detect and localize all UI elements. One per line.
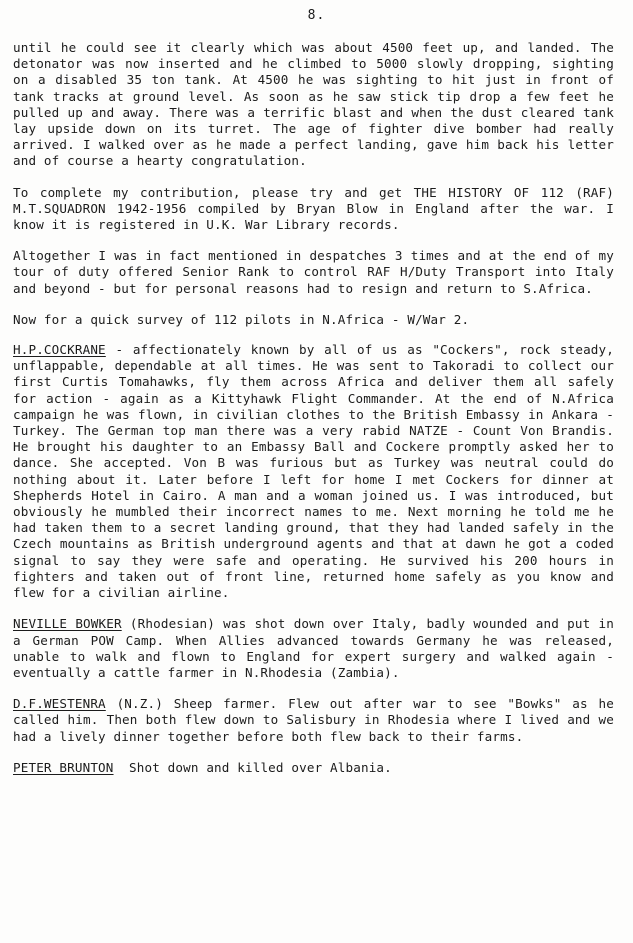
document-body — [13, 40, 614, 791]
paragraph-westenra — [13, 696, 614, 745]
pilot-text-bowker: (Rhodesian) was shot down over Italy, badly wounded and put in a German POW Camp. When Allies advanced towards Germany he was released, unable to walk and flown to England for expert surgery and walked again - eventually a cattle farmer in N.Rhodesia (Zambia). — [13, 616, 614, 680]
paragraph-pilot-survey-intro: Now for a quick survey of 112 pilots in N.Africa - W/War 2. — [13, 311, 470, 327]
page-number: 8. — [307, 8, 326, 23]
pilot-text-westenra: (N.Z.) Sheep farmer. Flew out after war to see "Bowks" as he called him. Then both flew down to Salisbury in Rhodesia where I lived and we had a lively dinner together before both flew back to their farms. — [13, 696, 614, 744]
pilot-name-bowker: NEVILLE BOWKER — [13, 616, 122, 632]
paragraph-despatches: Altogether I was in fact mentioned in despatches 3 times and at the end of my tour of duty offered Senior Rank to control RAF H/Duty Transport into Italy and beyond - but for personal reasons had to resign and return to S.Africa. — [13, 248, 614, 296]
pilot-text-cockrane: - affectionately known by all of us as "Cockers", rock steady, unflappable, dependable at all times. He was sent to Takoradi to collect our first Curtis Tomahawks, fly them across Africa and deliver them all safely for action - again as a Kittyhawk Flight Commander. At the end of N.Africa campaign he was flown, in civilian clothes to the British Embassy in Ankara - Turkey. The German top man there was a very rabid NATZE - Count Von Brandis. He brought his daughter to an Embassy Ball and Cockere promptly asked her to dance. She accepted. Von B was furious but as Turkey was neutral could do nothing about it. Later before I left for home I met Cockers for dinner at Shepherds Hotel in Cairo. A man and a woman joined us. I was introduced, but obviously he mumbled their incorrect names to me. Next morning he told me he had taken them to a secret landing ground, that they had landed safely in the Czech mountains as British underground agents and that at dawn he got a coded signal to say they were safe and operating. He survived his 200 hours in fighters and taken out of front line, returned home safely as you know and flew for a civilian airline. — [13, 342, 614, 601]
pilot-name-brunton: PETER BRUNTON — [13, 759, 114, 775]
paragraph-dive-bomber-test: until he could see it clearly which was about 4500 feet up, and landed. The detonator was now inserted and he climbed to 5000 slowly dropping, sighting on a disabled 35 ton tank. At 4500 he was sighting to hit just in front of tank tracks at ground level. As soon as he saw stick tip drop a few feet he pulled up and away. There was a terrific blast and when the dust cleared tank lay upside down on its turret. The age of fighter dive bomber had really arrived. I walked over as he made a perfect landing, gave him back his letter and of course a hearty congratulation. — [13, 40, 614, 169]
paragraph-cockrane — [13, 342, 614, 601]
paragraph-bowker — [13, 616, 614, 681]
paragraph-brunton — [13, 760, 614, 776]
pilot-name-cockrane: H.P.COCKRANE — [13, 342, 106, 358]
paragraph-squadron-history: To complete my contribution, please try and get THE HISTORY OF 112 (RAF) M.T.SQUADRON 1942-1956 compiled by Bryan Blow in England after the war. I know it is registered in U.K. War Library records. — [13, 184, 614, 233]
pilot-name-westenra: D.F.WESTENRA — [13, 696, 106, 712]
pilot-text-brunton: Shot down and killed over Albania. — [113, 759, 392, 775]
